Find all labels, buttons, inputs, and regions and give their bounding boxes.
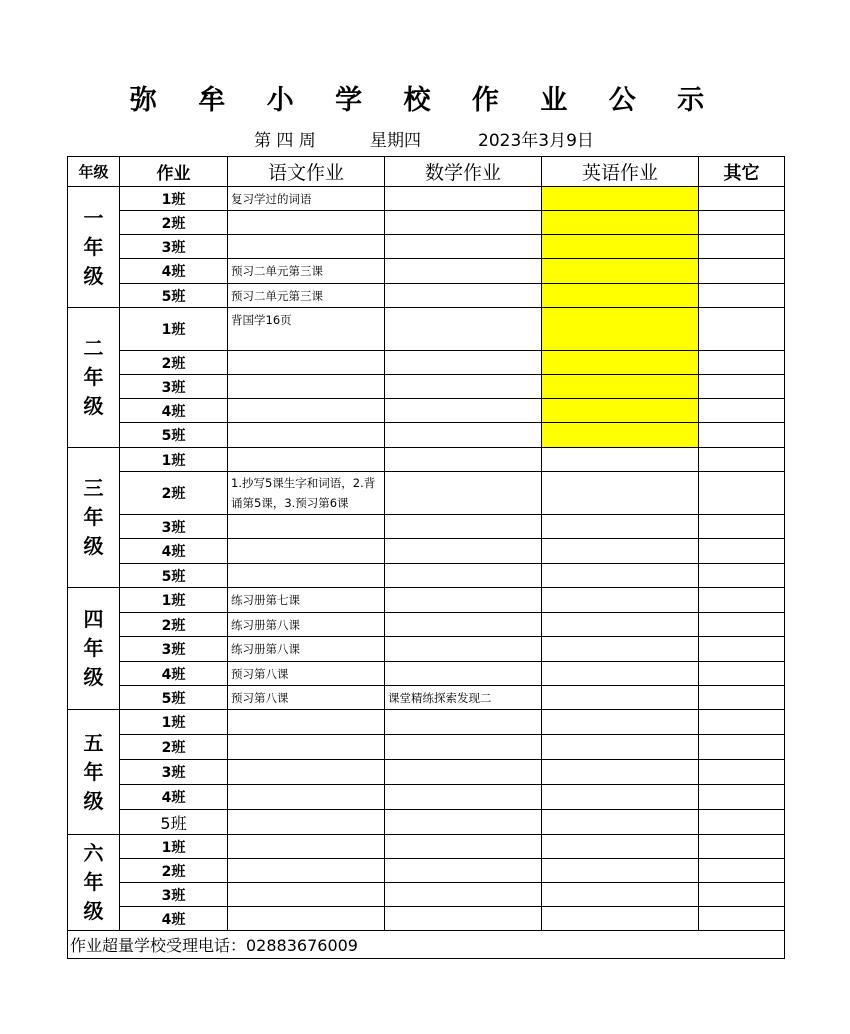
footer-row: [68, 931, 785, 959]
page-title: 弥 牟 小 学 校 作 业 公 示: [129, 85, 721, 116]
chinese-cell: [228, 351, 385, 375]
header-homework: 作业: [120, 157, 228, 187]
other-cell: [699, 859, 785, 883]
table-row: [68, 448, 785, 472]
math-cell: [385, 515, 542, 539]
chinese-cell: [228, 735, 385, 760]
chinese-cell: [228, 564, 385, 588]
class-label: 5班: [120, 564, 228, 588]
chinese-cell: 预习第八课: [228, 662, 385, 686]
math-cell: [385, 187, 542, 211]
table-row: [68, 785, 785, 810]
table-row: [68, 859, 785, 883]
math-cell: [385, 375, 542, 399]
other-cell: [699, 810, 785, 835]
math-cell: [385, 907, 542, 931]
table-row: [68, 760, 785, 785]
class-label: 1班: [120, 187, 228, 211]
math-cell: [385, 284, 542, 308]
table-row: [68, 907, 785, 931]
table-row: [68, 835, 785, 859]
class-label: 5班: [120, 284, 228, 308]
english-cell: [542, 810, 699, 835]
table-row: [68, 810, 785, 835]
header-chinese: 语文作业: [228, 157, 385, 187]
table-row: [68, 259, 785, 284]
grade-label: 四年级: [68, 588, 120, 710]
english-cell: [542, 399, 699, 423]
english-cell: [542, 351, 699, 375]
header-english: 英语作业: [542, 157, 699, 187]
chinese-cell: 背国学16页: [228, 308, 385, 351]
class-label: 2班: [120, 472, 228, 515]
class-label: 2班: [120, 211, 228, 235]
class-label: 1班: [120, 588, 228, 613]
math-cell: [385, 785, 542, 810]
english-cell: [542, 637, 699, 662]
other-cell: [699, 235, 785, 259]
english-cell: [542, 588, 699, 613]
english-cell: [542, 211, 699, 235]
math-cell: [385, 539, 542, 564]
english-cell: [542, 662, 699, 686]
other-cell: [699, 472, 785, 515]
class-label: 1班: [120, 448, 228, 472]
chinese-cell: [228, 515, 385, 539]
other-cell: [699, 710, 785, 735]
other-cell: [699, 284, 785, 308]
math-cell: [385, 810, 542, 835]
header-grade: 年级: [68, 157, 120, 187]
english-cell: [542, 235, 699, 259]
math-cell: [385, 735, 542, 760]
chinese-cell: [228, 710, 385, 735]
english-cell: [542, 760, 699, 785]
chinese-cell: [228, 235, 385, 259]
math-cell: [385, 835, 542, 859]
table-row: [68, 375, 785, 399]
chinese-cell: [228, 423, 385, 448]
english-cell: [542, 187, 699, 211]
table-row: [68, 351, 785, 375]
class-label: 5班: [120, 810, 228, 835]
chinese-cell: [228, 810, 385, 835]
math-cell: [385, 235, 542, 259]
english-cell: [542, 259, 699, 284]
chinese-cell: 练习册第八课: [228, 637, 385, 662]
math-cell: [385, 308, 542, 351]
chinese-cell: [228, 448, 385, 472]
class-label: 3班: [120, 515, 228, 539]
other-cell: [699, 907, 785, 931]
chinese-cell: [228, 375, 385, 399]
english-cell: [542, 907, 699, 931]
class-label: 2班: [120, 859, 228, 883]
table-row: [68, 564, 785, 588]
date-label: 2023年3月9日: [478, 131, 594, 151]
table-row: [68, 588, 785, 613]
class-label: 3班: [120, 375, 228, 399]
chinese-cell: [228, 859, 385, 883]
header-other: 其它: [699, 157, 785, 187]
english-cell: [542, 539, 699, 564]
class-label: 3班: [120, 760, 228, 785]
english-cell: [542, 472, 699, 515]
chinese-cell: [228, 399, 385, 423]
other-cell: [699, 662, 785, 686]
math-cell: 课堂精练探索发现二: [385, 686, 542, 710]
math-cell: [385, 211, 542, 235]
grade-label: 一年级: [68, 187, 120, 308]
english-cell: [542, 284, 699, 308]
homework-table: [67, 156, 785, 959]
english-cell: [542, 448, 699, 472]
class-label: 4班: [120, 907, 228, 931]
table-row: [68, 613, 785, 637]
other-cell: [699, 423, 785, 448]
table-row: [68, 423, 785, 448]
other-cell: [699, 308, 785, 351]
header-math: 数学作业: [385, 157, 542, 187]
math-cell: [385, 588, 542, 613]
math-cell: [385, 613, 542, 637]
class-label: 4班: [120, 399, 228, 423]
class-label: 3班: [120, 883, 228, 907]
english-cell: [542, 859, 699, 883]
table-row: [68, 735, 785, 760]
math-cell: [385, 637, 542, 662]
header-row: [68, 157, 785, 187]
other-cell: [699, 588, 785, 613]
other-cell: [699, 760, 785, 785]
class-label: 1班: [120, 308, 228, 351]
other-cell: [699, 835, 785, 859]
other-cell: [699, 735, 785, 760]
complaint-phone-note: 作业超量学校受理电话：02883676009: [68, 931, 785, 959]
english-cell: [542, 375, 699, 399]
class-label: 5班: [120, 423, 228, 448]
class-label: 4班: [120, 539, 228, 564]
class-label: 3班: [120, 637, 228, 662]
chinese-cell: 练习册第八课: [228, 613, 385, 637]
other-cell: [699, 686, 785, 710]
chinese-cell: 预习第八课: [228, 686, 385, 710]
chinese-cell: [228, 760, 385, 785]
english-cell: [542, 515, 699, 539]
math-cell: [385, 399, 542, 423]
chinese-cell: [228, 883, 385, 907]
math-cell: [385, 859, 542, 883]
english-cell: [542, 613, 699, 637]
other-cell: [699, 211, 785, 235]
english-cell: [542, 883, 699, 907]
class-label: 5班: [120, 686, 228, 710]
other-cell: [699, 448, 785, 472]
english-cell: [542, 564, 699, 588]
grade-label: 六年级: [68, 835, 120, 931]
class-label: 4班: [120, 259, 228, 284]
chinese-cell: [228, 785, 385, 810]
math-cell: [385, 448, 542, 472]
other-cell: [699, 259, 785, 284]
chinese-cell: [228, 539, 385, 564]
other-cell: [699, 515, 785, 539]
table-row: [68, 235, 785, 259]
grade-label: 五年级: [68, 710, 120, 835]
english-cell: [542, 835, 699, 859]
table-row: [68, 883, 785, 907]
other-cell: [699, 883, 785, 907]
other-cell: [699, 613, 785, 637]
class-label: 2班: [120, 351, 228, 375]
other-cell: [699, 351, 785, 375]
table-row: [68, 637, 785, 662]
chinese-cell: 复习学过的词语: [228, 187, 385, 211]
table-row: [68, 539, 785, 564]
math-cell: [385, 472, 542, 515]
table-row: [68, 308, 785, 351]
math-cell: [385, 710, 542, 735]
class-label: 4班: [120, 662, 228, 686]
weekday-label: 星期四: [370, 131, 421, 151]
other-cell: [699, 539, 785, 564]
class-label: 2班: [120, 735, 228, 760]
math-cell: [385, 259, 542, 284]
math-cell: [385, 883, 542, 907]
math-cell: [385, 423, 542, 448]
math-cell: [385, 662, 542, 686]
english-cell: [542, 735, 699, 760]
table-row: [68, 187, 785, 211]
chinese-cell: 1.抄写5课生字和词语，2.背诵第5课，3.预习第6课: [228, 472, 385, 515]
table-row: [68, 515, 785, 539]
class-label: 4班: [120, 785, 228, 810]
english-cell: [542, 423, 699, 448]
math-cell: [385, 351, 542, 375]
other-cell: [699, 637, 785, 662]
chinese-cell: 练习册第七课: [228, 588, 385, 613]
chinese-cell: 预习二单元第三课: [228, 259, 385, 284]
table-row: [68, 399, 785, 423]
table-row: [68, 710, 785, 735]
english-cell: [542, 785, 699, 810]
table-row: [68, 472, 785, 515]
week-label: 第 四 周: [254, 131, 316, 151]
table-row: [68, 211, 785, 235]
class-label: 2班: [120, 613, 228, 637]
table-row: [68, 284, 785, 308]
math-cell: [385, 760, 542, 785]
class-label: 3班: [120, 235, 228, 259]
grade-label: 二年级: [68, 308, 120, 448]
chinese-cell: [228, 907, 385, 931]
chinese-cell: [228, 835, 385, 859]
other-cell: [699, 375, 785, 399]
other-cell: [699, 399, 785, 423]
table-row: [68, 686, 785, 710]
english-cell: [542, 686, 699, 710]
class-label: 1班: [120, 710, 228, 735]
other-cell: [699, 785, 785, 810]
math-cell: [385, 564, 542, 588]
class-label: 1班: [120, 835, 228, 859]
other-cell: [699, 187, 785, 211]
chinese-cell: 预习二单元第三课: [228, 284, 385, 308]
other-cell: [699, 564, 785, 588]
chinese-cell: [228, 211, 385, 235]
table-row: [68, 662, 785, 686]
english-cell: [542, 308, 699, 351]
english-cell: [542, 710, 699, 735]
grade-label: 三年级: [68, 448, 120, 588]
